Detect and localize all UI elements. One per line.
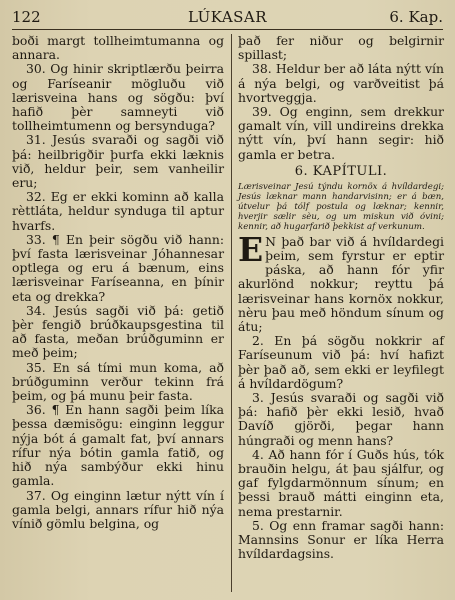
- drop-cap: E: [238, 229, 264, 269]
- header-rule: [12, 29, 443, 30]
- verse-paragraph: 4. Að hann fór í Guðs hús, tók brauðin helgu, át þau sjálfur, og gaf fylgdarmönnum sínum; en þessi brauð mátti einginn eta, nema prestarnir.: [238, 446, 444, 519]
- column-divider: [231, 34, 232, 592]
- verse-paragraph: 32. Eg er ekki kominn að kalla rèttláta, heldur syndugа til aptur hvarfs.: [12, 189, 224, 233]
- verse-paragraph: 36. ¶ En hann sagði þeim líka þessa dæmisögu: einginn leggur nýja bót á gamalt fat, því annars rífur nýa bótin gamla fatið, og hið nýa sambýður ekki hinu gamla.: [12, 402, 224, 489]
- book-title: LÚKASAR: [187, 8, 268, 26]
- verse-paragraph: 39. Og enginn, sem drekkur gamalt vín, vill undireins drekka nýtt vín, því hann segir: hið gamla er betra.: [238, 104, 444, 162]
- right-column: [238, 34, 444, 562]
- verse-paragraph: boði margt tollheimtumanna og annara.: [12, 33, 224, 63]
- page-number: 122: [12, 8, 41, 26]
- left-column: [12, 34, 224, 531]
- verse-paragraph: 35. En sá tími mun koma, að brúðguminn verður tekinn frá þeim, og þá munu þeir fasta.: [12, 359, 224, 404]
- verse-paragraph: 33. ¶ En þeir sögðu við hann: því fasta lærisveinar Jóhannesar optlega og eru á bænum, eins lærisveinar Faríseanna, en þínir eta og drekka?: [12, 231, 224, 304]
- chapter-first-paragraph: [238, 229, 444, 335]
- chapter-reference: 6. Kap.: [389, 8, 443, 26]
- running-header: [12, 6, 443, 28]
- verse-paragraph: 38. Heldur ber að láta nýtt vín á nýa belgi, og varðveitist þá hvortveggja.: [238, 61, 444, 105]
- verse-paragraph: 34. Jesús sagði við þá: getið þèr fengið brúðkaupsgestina til að fasta, meðan brúðguminn er með þeim;: [12, 302, 224, 361]
- right-column-top: [238, 34, 444, 162]
- chapter-summary: Lærisveinar Jesú týndu kornöx á hvíldardegi; Jesús læknar mann handarvisinn; er á bæn, útvelur þá tólf postula og læknar; kennir, hverjir sælir sèu, og um miskun við óvini; kennir, að hugarfarið þekkist af verkunum.: [238, 181, 444, 232]
- verse-paragraph: 37. Og einginn lætur nýtt vín í gamla belgi, annars rífur hið nýa vínið gömlu belgina, og: [12, 487, 224, 531]
- verse-paragraph: 30. Og hinir skriptlærðu þeirra og Faríseanir mögluðu við lærisveina hans og sögðu: því hafið þèr samneyti við tollheimtumenn og bersyndugа?: [12, 61, 224, 134]
- first-paragraph-text: N það bar við á hvíldardegi þeim, sem fyrstur er eptir páska, að hann fór yfir akurlönd nokkur; reyttu þá lærisveinar hans kornöx nokkur, nèru þau með höndum sínum og átu;: [238, 233, 444, 335]
- verse-paragraph: 5. Og enn framar sagði hann: Mannsins Sonur er líka Herra hvíldardagsins.: [238, 517, 444, 562]
- verse-paragraph: 3. Jesús svaraði og sagði við þá: hafið þèr ekki lesið, hvað Davíð gjörði, þegar hann húngraði og menn hans?: [238, 390, 444, 448]
- chapter-heading: 6. KAPÍTULI.: [294, 163, 388, 179]
- right-column-rest: [238, 334, 444, 561]
- verse-paragraph: 2. En þá sögðu nokkrir af Faríseunum við þá: hví hafizt þèr það að, sem ekki er leyfilegt á hvíldardögum?: [238, 333, 444, 391]
- verse-paragraph: 31. Jesús svaraði og sagði við þá: heilbrigðir þurfa ekki læknis við, heldur þeir, sem vanheilir eru;: [12, 132, 224, 191]
- verse-paragraph: það fer niður og belgirnir spillast;: [238, 33, 444, 63]
